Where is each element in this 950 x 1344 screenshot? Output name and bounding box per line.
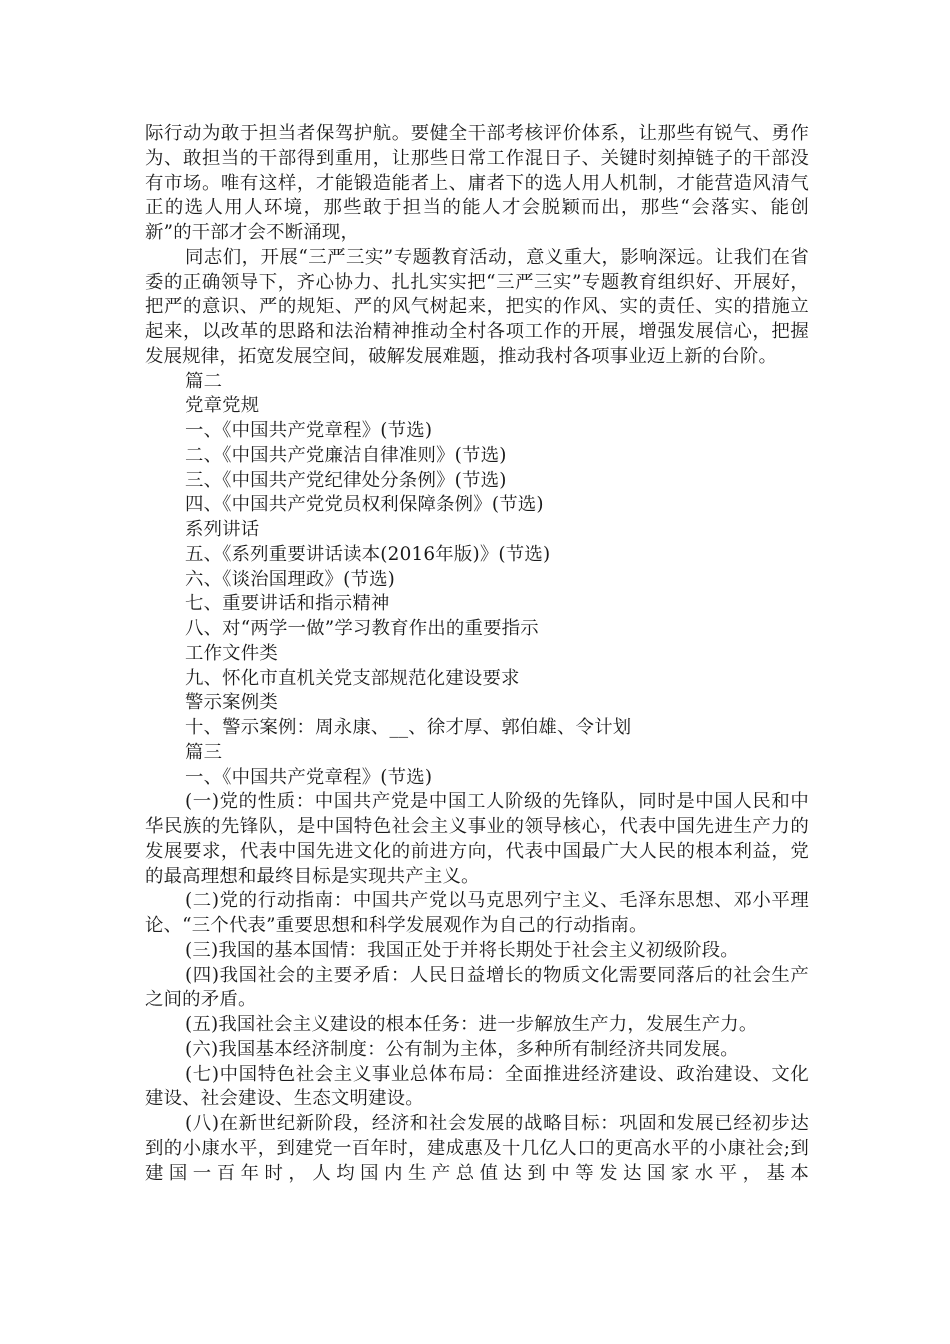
section-heading-pian-san: 篇三 — [185, 741, 223, 763]
clause-paragraph: (六)我国基本经济制度：公有制为主体，多种所有制经济共同发展。 — [185, 1038, 739, 1060]
list-item: 九、怀化市直机关党支部规范化建设要求 — [185, 667, 520, 689]
category-heading: 工作文件类 — [185, 642, 278, 664]
clause-paragraph: (五)我国社会主义建设的根本任务：进一步解放生产力，发展生产力。 — [185, 1014, 758, 1035]
clause-paragraph: (二)党的行动指南：中国共产党以马克思列宁主义、毛泽东思想、邓小平理论、“三个代表”重要思想和科学发展观作为自己的行动指南。 — [145, 890, 809, 936]
list-item: 七、重要讲话和指示精神 — [185, 593, 390, 615]
category-heading: 系列讲话 — [185, 519, 260, 540]
paragraph-closing: 同志们，开展“三严三实”专题教育活动，意义重大，影响深远。让我们在省委的正确领导下，齐心协力、扎扎实实把“三严三实”专题教育组织好、开展好，把严的意识、严的规矩、严的风气树起来，把实的作风、实的责任、实的措施立起来，以改革的思路和法治精神推动全村各项工作的开展，增强发展信心，把握发展规律，拓宽发展空间，破解发展难题，推动我村各项事业迈上新的台阶。 — [145, 246, 809, 367]
clause-paragraph: (三)我国的基本国情：我国正处于并将长期处于社会主义初级阶段。 — [185, 939, 739, 961]
list-item: 六、《谈治国理政》(节选) — [185, 568, 396, 590]
list-item: 十、警示案例：周永康、__、徐才厚、郭伯雄、令计划 — [185, 717, 632, 738]
list-item: 四、《中国共产党党员权利保障条例》(节选) — [185, 494, 544, 516]
clause-paragraph: (四)我国社会的主要矛盾：人民日益增长的物质文化需要同落后的社会生产之间的矛盾。 — [145, 964, 809, 1011]
section-heading-pian-er: 篇二 — [185, 370, 223, 392]
list-item: 八、对“两学一做”学习教育作出的重要指示 — [185, 618, 539, 639]
list-item: 一、《中国共产党章程》(节选) — [185, 420, 433, 441]
document-body — [145, 122, 809, 1186]
clause-paragraph: (一)党的性质：中国共产党是中国工人阶级的先锋队，同时是中国人民和中华民族的先锋队，是中国特色社会主义事业的领导核心，代表中国先进生产力的发展要求，代表中国先进文化的前进方向，代表中国最广大人民的根本利益，党的最高理想和最终目标是实现共产主义。 — [145, 791, 809, 887]
clause-paragraph: (八)在新世纪新阶段，经济和社会发展的战略目标：巩固和发展已经初步达到的小康水平，到建党一百年时，建成惠及十几亿人口的更高水平的小康社会;到建国一百年时，人均国内生产总值达到中等发达国家水平，基本 — [145, 1113, 809, 1184]
list-item: 三、《中国共产党纪律处分条例》(节选) — [185, 469, 507, 491]
category-heading: 党章党规 — [185, 395, 260, 417]
list-item: 五、《系列重要讲话读本(2016年版)》(节选) — [185, 543, 551, 565]
category-heading: 警示案例类 — [185, 692, 278, 714]
list-item: 一、《中国共产党章程》(节选) — [185, 766, 433, 788]
list-item: 二、《中国共产党廉洁自律准则》(节选) — [185, 444, 507, 466]
clause-paragraph: (七)中国特色社会主义事业总体布局：全面推进经济建设、政治建设、文化建设、社会建设、生态文明建设。 — [145, 1063, 809, 1110]
paragraph-continued: 际行动为敢于担当者保驾护航。要健全干部考核评价体系，让那些有锐气、勇作为、敢担当的干部得到重用，让那些日常工作混日子、关键时刻掉链子的干部没有市场。唯有这样，才能锻造能者上、庸者下的选人用人机制，才能营造风清气正的选人用人环境，那些敢于担当的能人才会脱颖而出，那些“会落实、能创新”的干部才会不断涌现， — [145, 123, 809, 243]
